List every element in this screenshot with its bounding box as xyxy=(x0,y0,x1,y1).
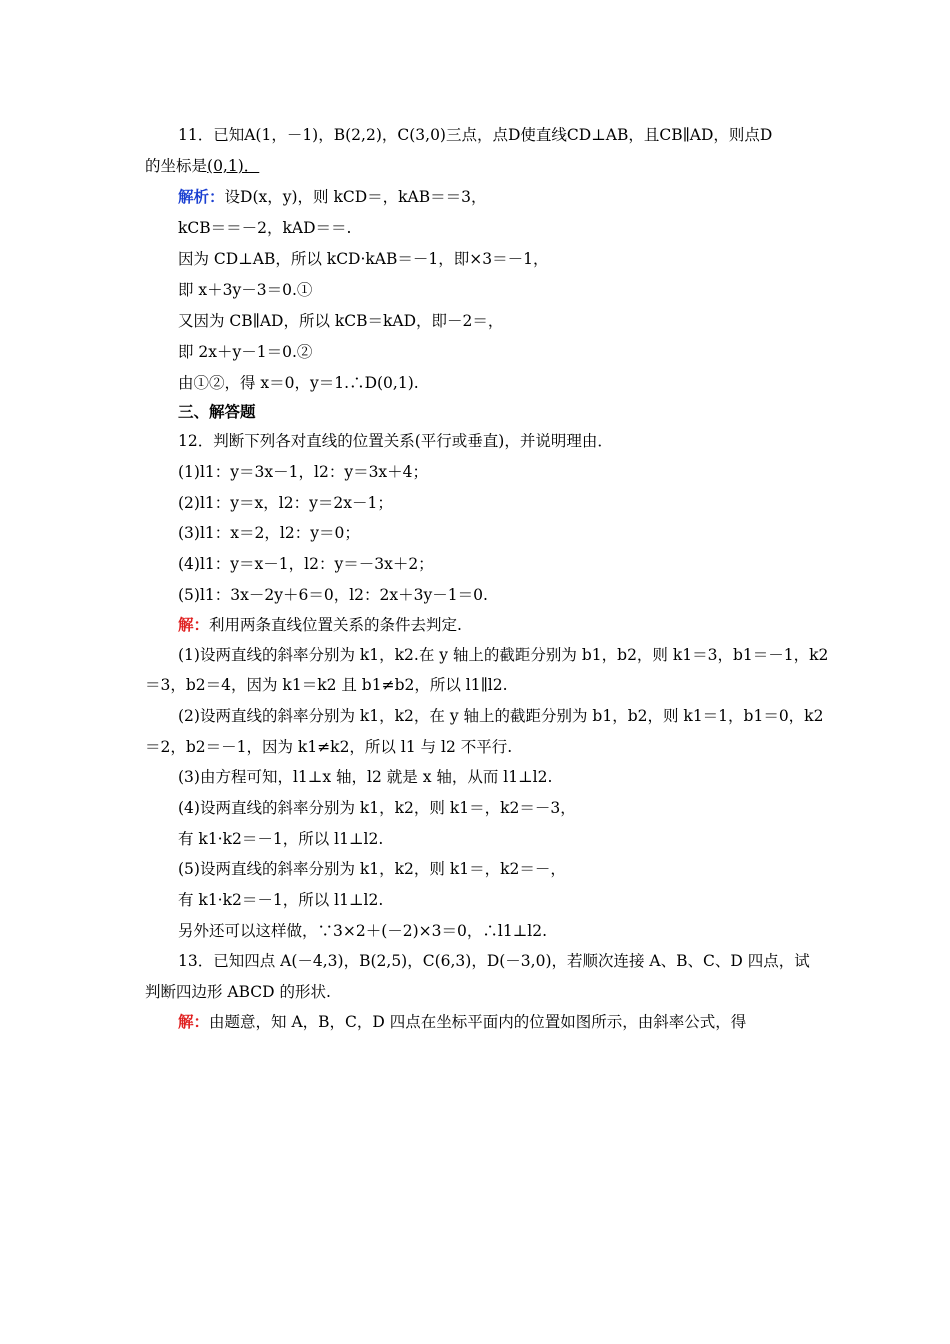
q12-solution-4b: 有 k1·k2＝－1，所以 l1⊥l2. xyxy=(178,830,384,848)
q11-solution-step1: 设D(x，y)，则 kCD＝，kAB＝＝3， xyxy=(224,188,487,206)
q12-part2: (2)l1：y＝x，l2：y＝2x－1； xyxy=(178,494,393,512)
q11-solution-step3: 因为 CD⊥AB，所以 kCD·kAB＝－1，即×3＝－1， xyxy=(178,250,549,268)
q11-solution-step2: kCB＝＝－2，kAD＝＝. xyxy=(178,219,352,237)
q12-part5: (5)l1：3x－2y＋6＝0，l2：2x＋3y－1＝0. xyxy=(178,586,488,604)
q12-solution-1b: ＝3，b2＝4，因为 k1＝k2 且 b1≠b2，所以 l1∥l2. xyxy=(145,676,508,694)
q11-solution-step6: 即 2x＋y－1＝0.② xyxy=(178,343,313,361)
q11-answer: (0,1)． xyxy=(207,157,260,175)
q12-solution-5b: 有 k1·k2＝－1，所以 l1⊥l2. xyxy=(178,891,384,909)
q11-solution-label: 解析： xyxy=(178,187,225,206)
q12-solution-4a: (4)设两直线的斜率分别为 k1，k2，则 k1＝，k2＝－3， xyxy=(178,799,576,817)
q13-solution-label: 解： xyxy=(178,1012,210,1031)
q12-part4: (4)l1：y＝x－1，l2：y＝－3x＋2； xyxy=(178,555,434,573)
q12-solution-6: 另外还可以这样做，∵3×2＋(－2)×3＝0，∴l1⊥l2. xyxy=(178,922,548,940)
q13-solution-line1 xyxy=(178,1011,746,1033)
q12-solution-intro xyxy=(178,614,462,636)
q12-part1: (1)l1：y＝3x－1，l2：y＝3x＋4； xyxy=(178,463,429,481)
q12-part3: (3)l1：x＝2，l2：y＝0； xyxy=(178,524,360,542)
q12-solution-5a: (5)设两直线的斜率分别为 k1，k2，则 k1＝，k2＝－， xyxy=(178,860,566,878)
q11-solution-step5: 又因为 CB∥AD，所以 kCB＝kAD，即－2＝， xyxy=(178,312,504,330)
q11-stem-line2 xyxy=(145,155,259,177)
q12-solution-1a: (1)设两直线的斜率分别为 k1，k2.在 y 轴上的截距分别为 b1，b2，则 k1＝3，b1＝－1，k2 xyxy=(178,646,829,664)
q12-solution-2a: (2)设两直线的斜率分别为 k1，k2，在 y 轴上的截距分别为 b1，b2，则 k1＝1，b1＝0，k2 xyxy=(178,707,824,725)
q12-solution-label: 解： xyxy=(178,615,210,634)
q12-stem: 12．判断下列各对直线的位置关系(平行或垂直)，并说明理由． xyxy=(178,432,613,450)
q13-stem-line1: 13．已知四点 A(－4,3)，B(2,5)，C(6,3)，D(－3,0)，若顺次连接 A、B、C、D 四点，试 xyxy=(178,952,810,970)
q12-solution-2b: ＝2，b2＝－1，因为 k1≠k2，所以 l1 与 l2 不平行. xyxy=(145,738,513,756)
q11-stem-prefix: 的坐标是 xyxy=(145,157,208,175)
q11-solution-step4: 即 x＋3y－3＝0.① xyxy=(178,281,313,299)
q11-solution-step7: 由①②，得 x＝0，y＝1.∴D(0,1). xyxy=(178,374,419,392)
q12-solution-intro-text: 利用两条直线位置关系的条件去判定. xyxy=(209,616,462,634)
q11-stem-line1: 11．已知A(1，－1)，B(2,2)，C(3,0)三点，点D使直线CD⊥AB，且CB∥AD，则点D xyxy=(178,126,773,144)
section-title: 三、解答题 xyxy=(178,402,256,421)
q13-solution-text: 由题意，知 A，B，C，D 四点在坐标平面内的位置如图所示，由斜率公式，得 xyxy=(209,1013,747,1031)
q11-solution-line1 xyxy=(178,186,486,208)
q13-stem-line2: 判断四边形 ABCD 的形状. xyxy=(145,983,331,1001)
q12-solution-3: (3)由方程可知，l1⊥x 轴，l2 就是 x 轴，从而 l1⊥l2. xyxy=(178,768,553,786)
